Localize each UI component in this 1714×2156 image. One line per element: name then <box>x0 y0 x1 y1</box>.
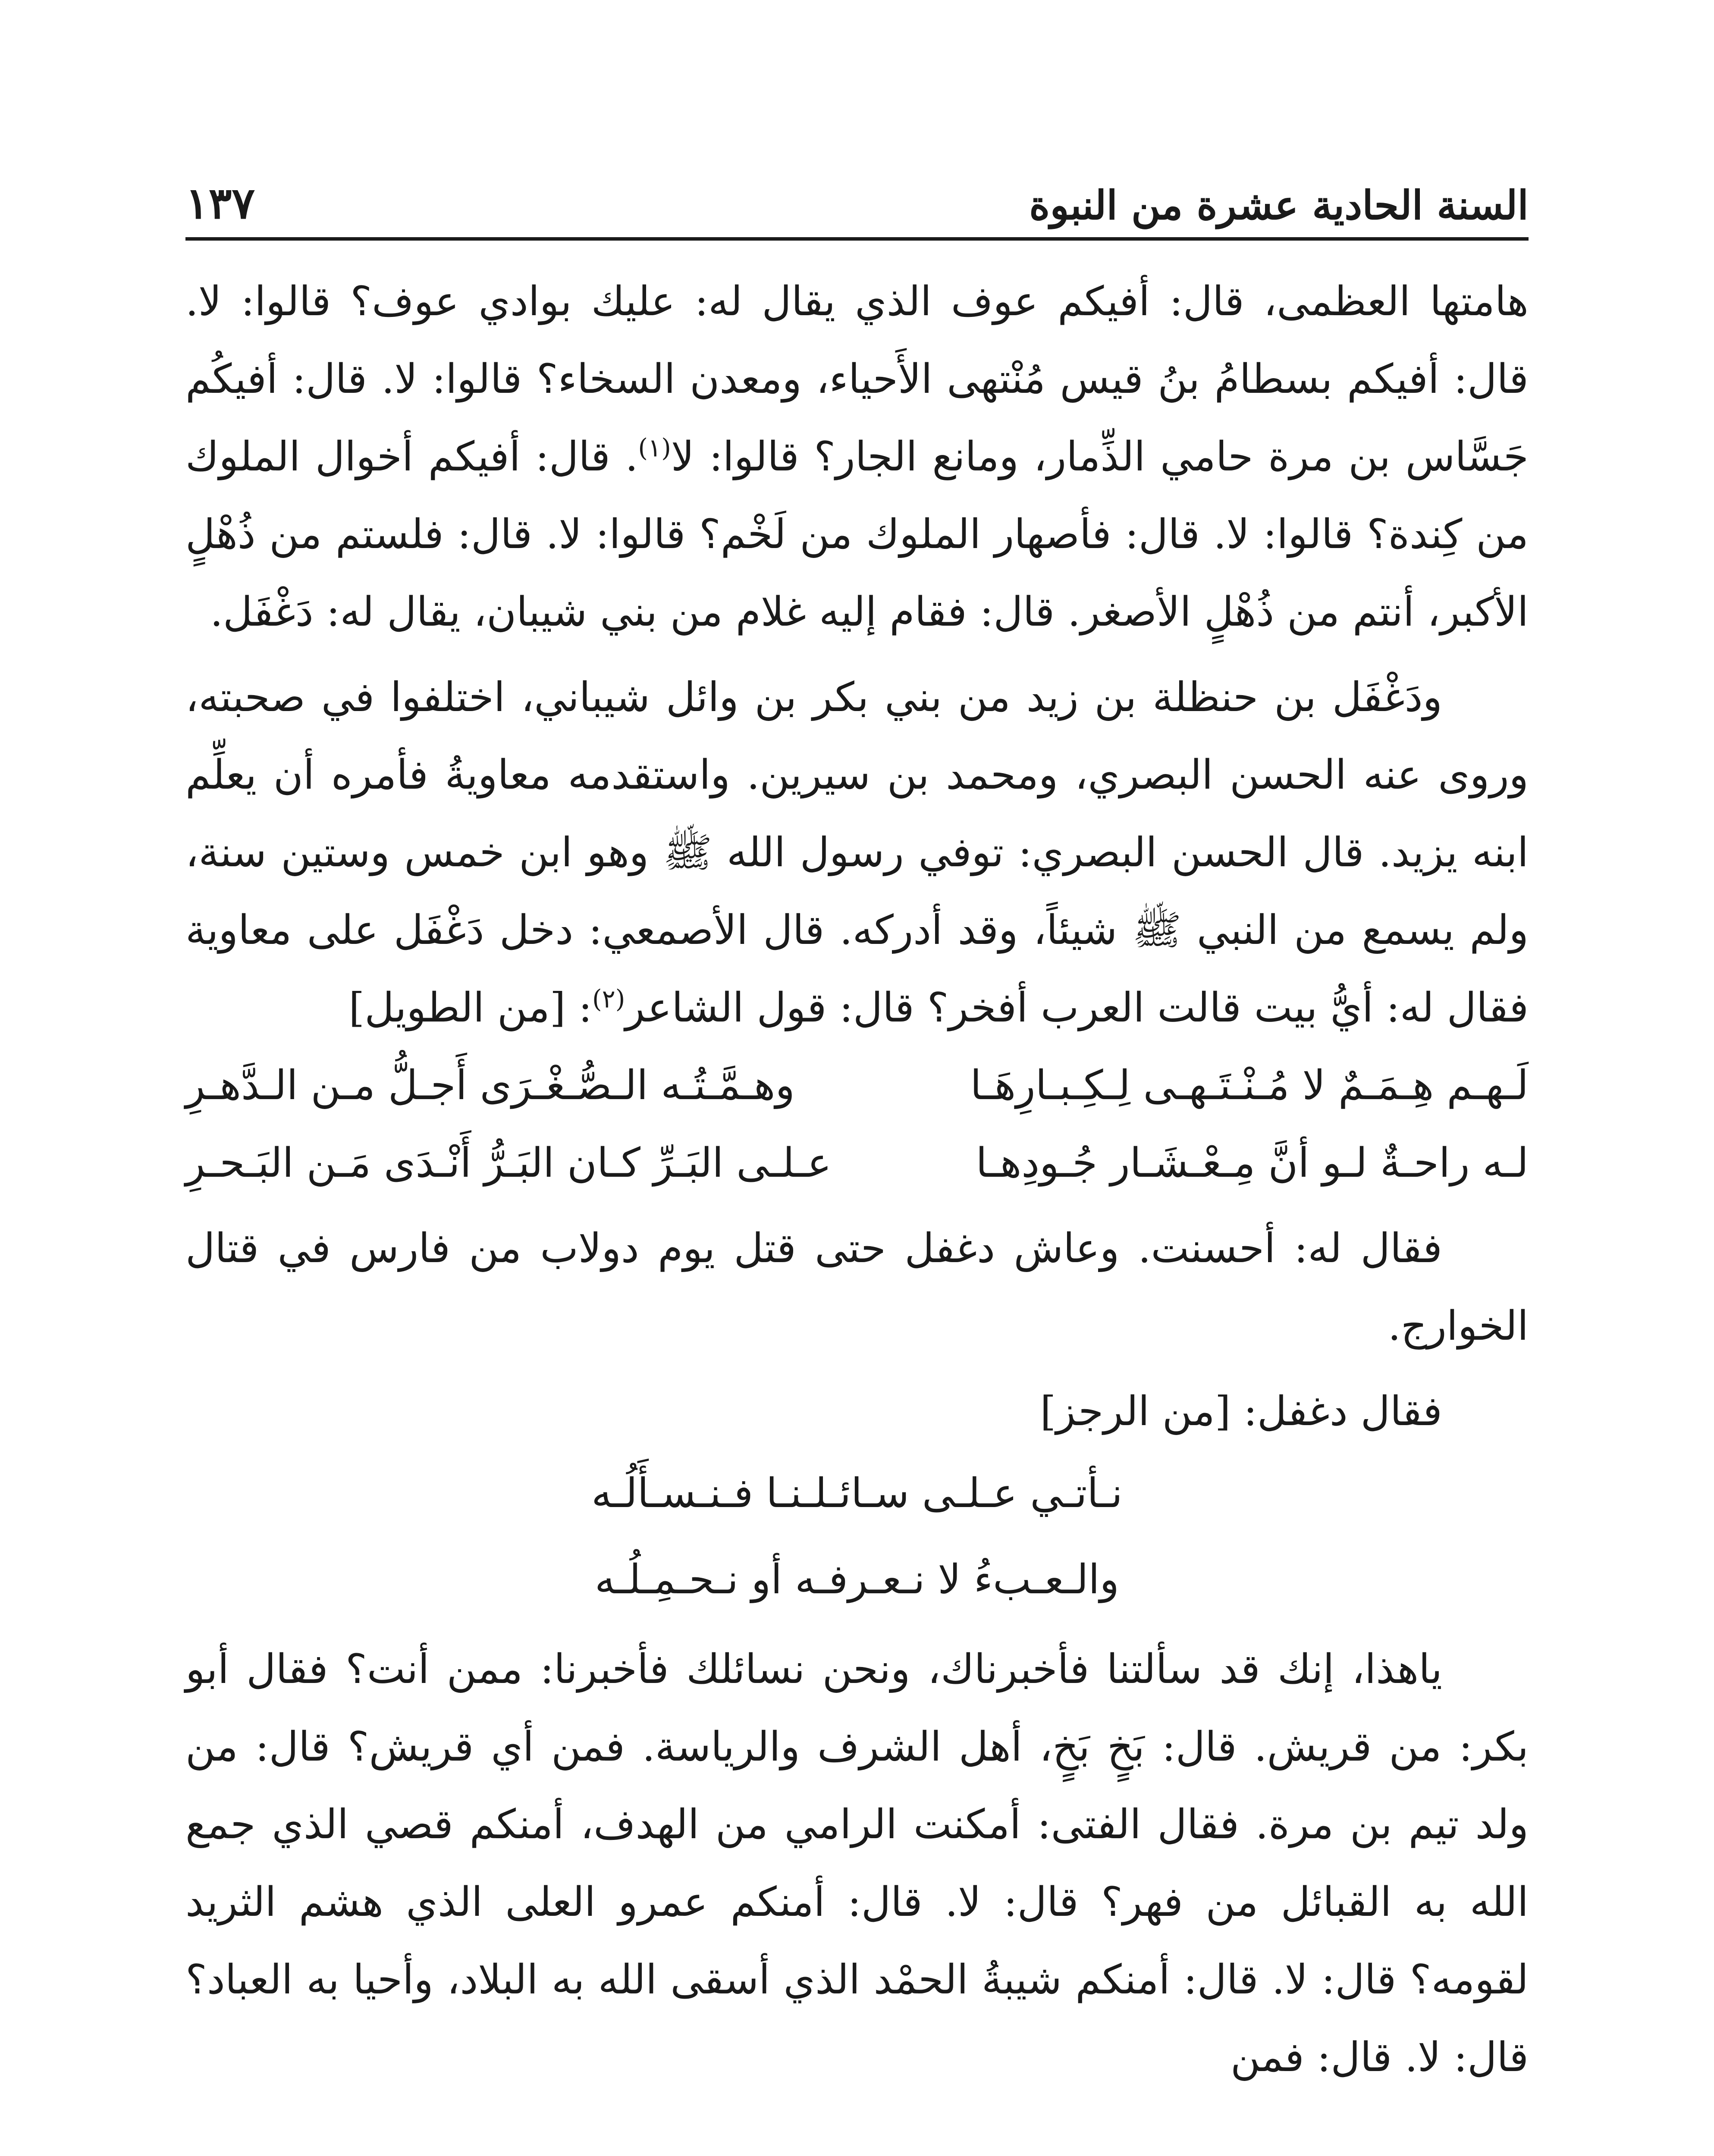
verse-1-second-hemistich: وهـمَّـتُـه الـصُّـغْـرَى أَجـلُّ مـن الـدَّهـرِ <box>185 1062 795 1109</box>
verse-2-first-hemistich: لـه راحـةٌ لـو أنَّ مِـعْـشَـار جُـودِهـا <box>976 1140 1529 1187</box>
page-number: ١٣٧ <box>185 178 255 229</box>
verse-1-first-hemistich: لَـهـم هِـمَـمٌ لا مُـنْـتَـهـى لِـكِـبـارِهَـا <box>970 1062 1529 1109</box>
verse-2-second-hemistich: عـلـى البَـرِّ كـان البَـرُّ أَنْـدَى مَـن البَـحـرِ <box>185 1140 832 1187</box>
main-text <box>185 263 1529 2096</box>
poem-verse-1 <box>185 1047 1529 1125</box>
rajaz-line-2: والـعـبءُ لا نـعـرفـه أو نـحـمِـلُـه <box>595 1556 1119 1603</box>
paragraph-1 <box>185 263 1529 651</box>
paragraph-5: ياهذا، إنك قد سألتنا فأخبرناك، ونحن نسائلك فأخبرنا: ممن أنت؟ فقال أبو بكر: من قريش. قال: بَخٍ بَخٍ، أهل الشرف والرياسة. فمن أي قريش؟ قال: من ولد تيم بن مرة. فقال الفتى: أمكنت الرامي من الهدف، أمنكم قصي الذي جمع الله به القبائل من فهر؟ قال: لا. قال: أمنكم عمرو العلى الذي هشم الثريد لقومه؟ قال: لا. قال: أمنكم شيبةُ الحمْد الذي أسقى الله به البلاد، وأحيا به العباد؟ قال: لا. قال: فمن <box>185 1646 1529 2081</box>
page-header <box>185 172 1529 241</box>
rajaz-line-1: نـأتـي عـلـى سـائـلـنـا فـنـسـأَلُـه <box>591 1470 1123 1517</box>
poem-verse-2 <box>185 1125 1529 1202</box>
paragraph-2-text-cont: : [من الطويل] <box>348 984 592 1031</box>
paragraph-1-text: هامتها العظمى، قال: أفيكم عوف الذي يقال له: عليك بوادي عوف؟ قالوا: لا. قال: أفيكم بسطامُ بنُ قيس مُنْتهى الأَحياء، ومعدن السخاء؟ قالوا: لا. قال: أفيكُم جَسَّاس بن مرة حامي الذِّمار، ومانع الجار؟ قالوا: لا <box>185 278 1529 480</box>
footnote-ref-2: (٢) <box>592 984 625 1014</box>
paragraph-3: فقال له: أحسنت. وعاش دغفل حتى قتل يوم دولاب من فارس في قتال الخوارج. <box>185 1225 1529 1350</box>
paragraph-1-text-cont: . قال: أفيكم أخوال الملوك من كِندة؟ قالوا: لا. قال: فأصهار الملوك من لَخْم؟ قالوا: لا. قال: فلستم من ذُهْلٍ الأكبر، أنتم من ذُهْلٍ الأصغر. قال: فقام إليه غلام من بني شيبان، يقال له: دَغْفَل. <box>185 433 1529 636</box>
paragraph-2-text: ودَغْفَل بن حنظلة بن زيد من بني بكر بن وائل شيباني، اختلفوا في صحبته، وروى عنه الحسن البصري، ومحمد بن سيرين. واستقدمه معاويةُ فأمره أن يعلِّم ابنه يزيد. قال الحسن البصري: توفي رسول الله ﷺ وهو ابن خمس وستين سنة، ولم يسمع من النبي ﷺ شيئاً، وقد أدركه. قال الأصمعي: دخل دَغْفَل على معاوية فقال له: أيُّ بيت قالت العرب أفخر؟ قال: قول الشاعر <box>185 674 1529 1031</box>
running-title: السنة الحادية عشرة من النبوة <box>1029 182 1529 229</box>
footnote-ref-1: (١) <box>638 433 671 463</box>
paragraph-2 <box>185 659 1529 1047</box>
paragraph-4: فقال دغفل: [من الرجز] <box>1040 1388 1442 1435</box>
